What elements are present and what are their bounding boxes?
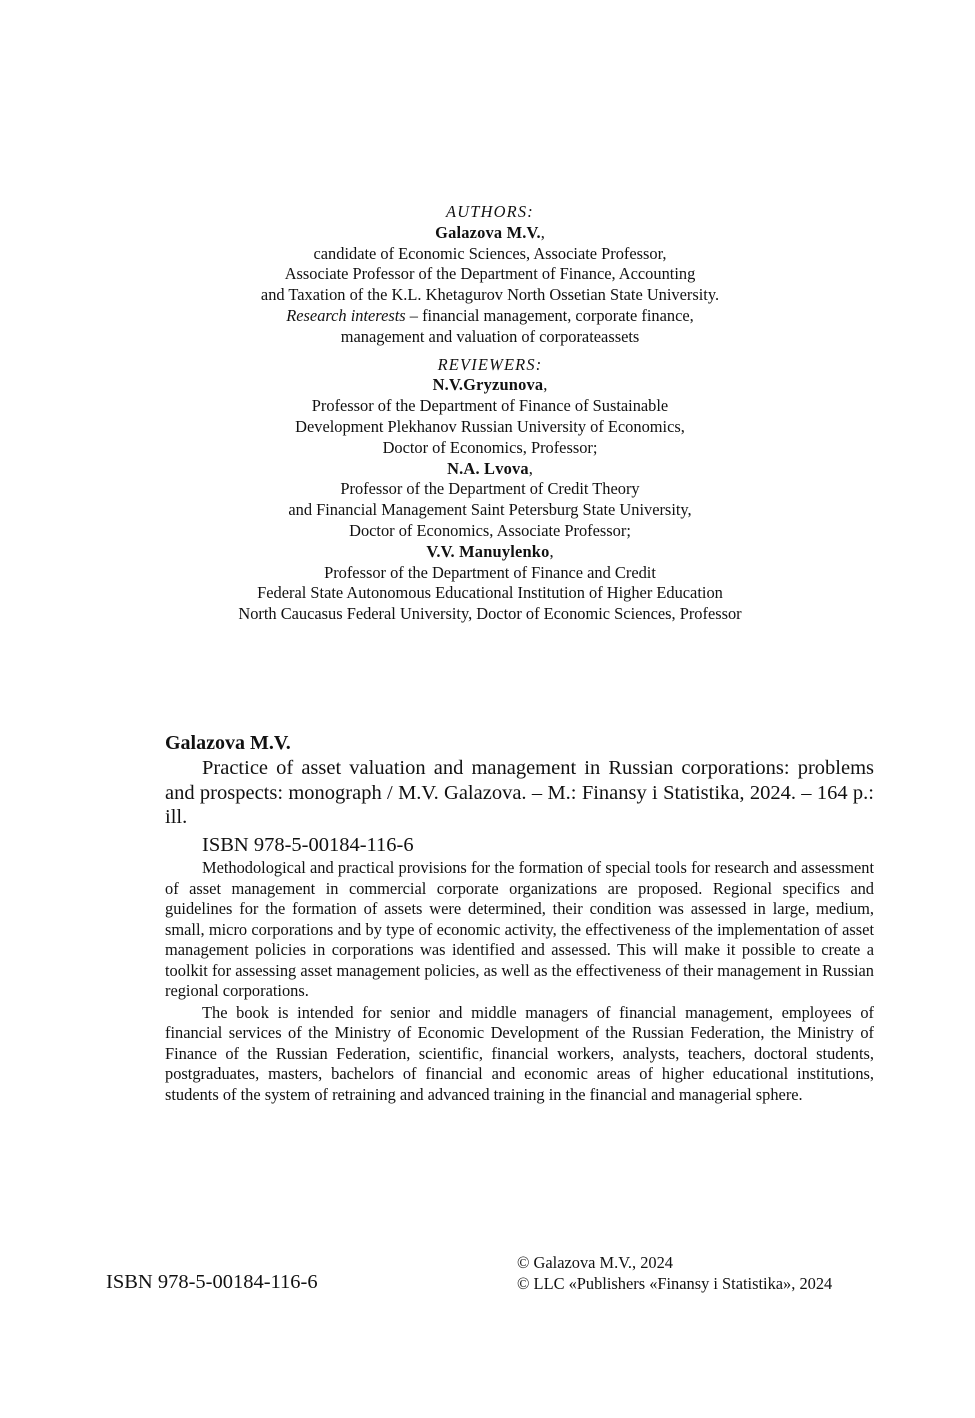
reviewer-name-suffix: ,: [528, 458, 533, 478]
audience-paragraph: The book is intended for senior and middle managers of financial management, employees of financial services of the Ministry of Economic Development of the Russian Federation, the Ministry of Finance of the Russian Federation, scientific, financial workers, analysts, teachers, doctoral students, postgraduates, masters, bachelors of financial and economic areas of higher educational institutions, students of the system of retraining and advanced training in the financial and managerial sphere.: [165, 1002, 874, 1104]
reviewer-credential-line: Doctor of Economics, Professor;: [382, 437, 598, 457]
reviewer-name-line: [150, 375, 830, 396]
research-interests-continuation: management and valuation of corporateassets: [340, 326, 640, 346]
reviewer-name-suffix: ,: [543, 375, 548, 395]
copyright-line: © LLC «Publishers «Finansy i Statistika», 2024: [517, 1274, 833, 1293]
copyright-block: [517, 1252, 832, 1294]
reviewer-credential-line: North Caucasus Federal University, Doctor of Economic Sciences, Professor: [238, 604, 742, 624]
author-credential-line: and Taxation of the K.L. Khetagurov North Ossetian State University.: [260, 285, 720, 305]
reviewer-credential-line: Professor of the Department of Finance and Credit: [324, 562, 656, 582]
reviewer-credential-line: Professor of the Department of Finance of Sustainable: [311, 396, 669, 416]
credits-block: [150, 202, 830, 625]
author-credential-line: candidate of Economic Sciences, Associate Professor,: [313, 243, 667, 263]
reviewers-heading: REVIEWERS:: [437, 354, 543, 374]
bibliographic-annotation: [165, 731, 874, 1105]
bibliographic-citation: Practice of asset valuation and management in Russian corporations: problems and prospects: monograph / M.V. Galazova. – M.: Finansy i Statistika, 2024. – 164 p.: ill.: [165, 757, 874, 828]
authors-heading: AUTHORS:: [446, 202, 534, 221]
reviewer-name-suffix: ,: [549, 541, 554, 561]
annotation-isbn: ISBN 978-5-00184-116-6: [202, 833, 414, 856]
reviewer-name: V.V. Manuylenko: [426, 541, 550, 561]
author-name-line: [150, 223, 830, 244]
research-interests-text: – financial management, corporate finance,: [405, 305, 694, 325]
reviewer-credential-line: Doctor of Economics, Associate Professor;: [349, 520, 631, 540]
author-name: Galazova M.V.: [435, 222, 541, 242]
research-interests-label: Research interests: [286, 305, 406, 325]
research-interests-line: [150, 306, 830, 327]
reviewer-credential-line: and Financial Management Saint Petersburg State University,: [288, 500, 692, 520]
reviewer-credential-line: Professor of the Department of Credit Theory: [340, 479, 640, 499]
reviewer-name-line: [150, 542, 830, 563]
annotation-author: Galazova M.V.: [165, 732, 291, 754]
footer-isbn: ISBN 978-5-00184-116-6: [106, 1271, 318, 1293]
reviewer-name: N.A. Lvova: [447, 458, 529, 478]
reviewer-credential-line: Federal State Autonomous Educational Institution of Higher Education: [257, 583, 723, 603]
author-name-suffix: ,: [540, 222, 545, 242]
copyright-line: © Galazova M.V., 2024: [517, 1253, 673, 1272]
reviewer-name: N.V.Gryzunova: [432, 375, 544, 395]
reviewer-name-line: [150, 459, 830, 480]
reviewer-credential-line: Development Plekhanov Russian University of Economics,: [295, 416, 685, 436]
author-credential-line: Associate Professor of the Department of Finance, Accounting: [284, 264, 696, 284]
abstract-paragraph: Methodological and practical provisions for the formation of special tools for research and assessment of asset management in commercial corporate organizations are proposed. Regional specifics and guidelines for the formation of assets were determined, their condition was assessed in large, medium, small, micro corporations and by type of economic activity, the effectiveness of the implementation of asset management policies in corporations was identified and assessed. This will make it possible to create a toolkit for assessing asset management policies, as well as the effectiveness of their management in Russian regional corporations.: [165, 858, 874, 1000]
